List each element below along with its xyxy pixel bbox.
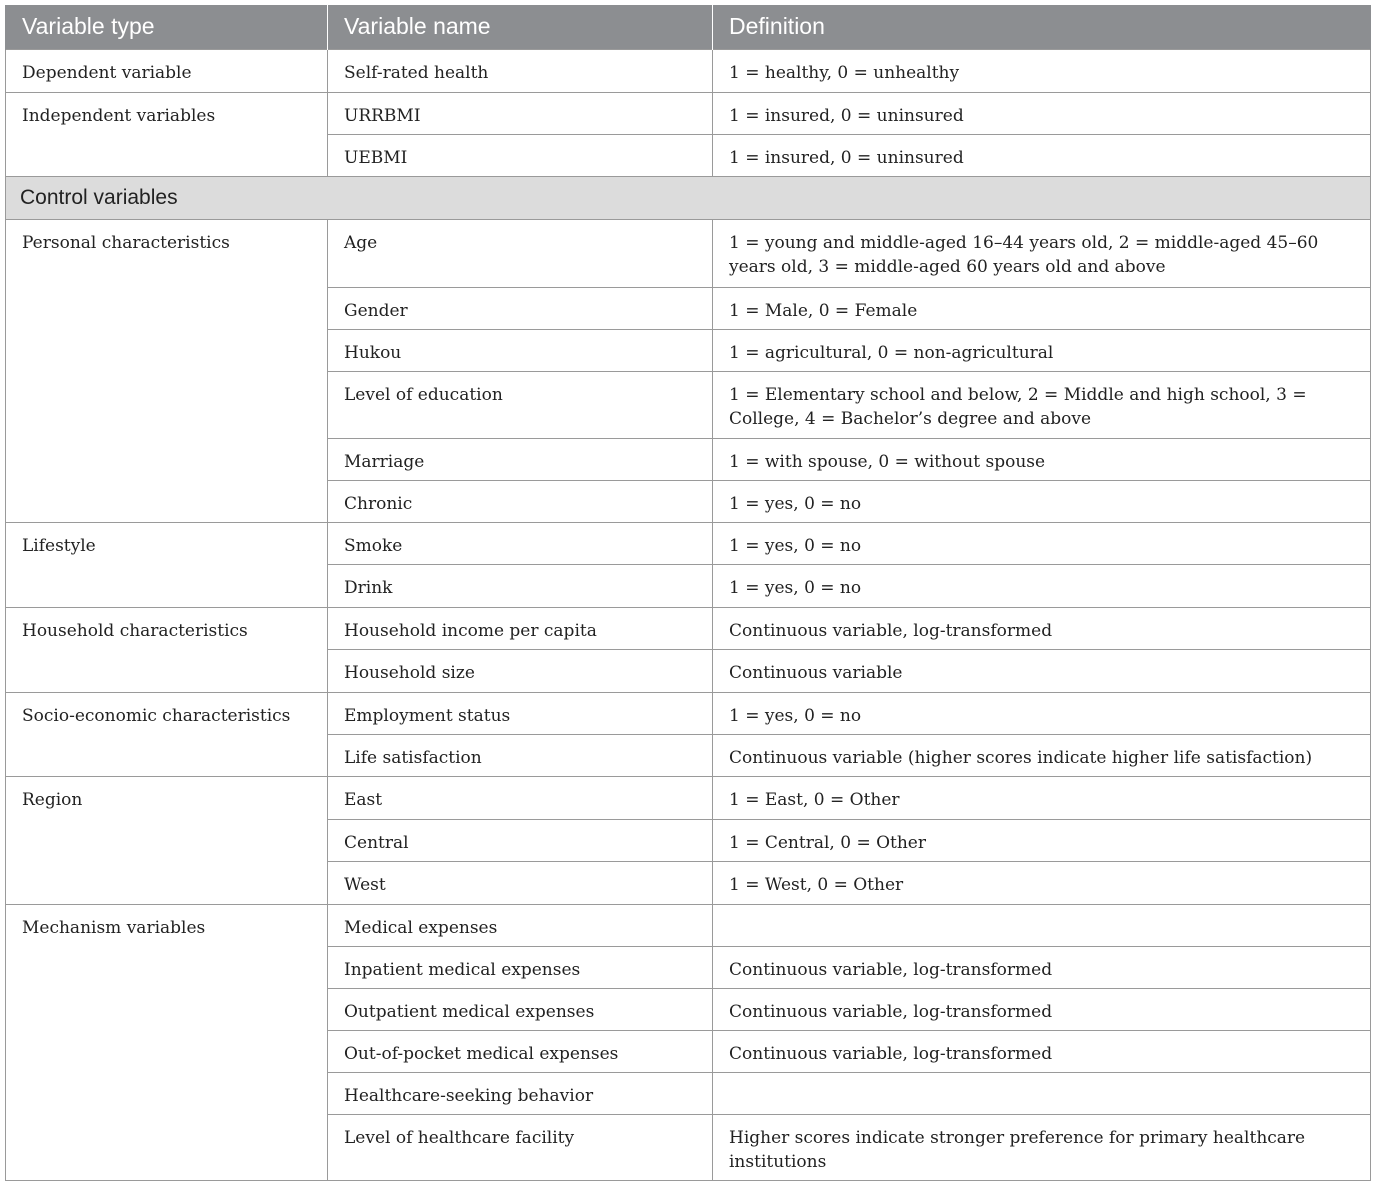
variable-name-cell: UEBMI — [328, 134, 713, 176]
variable-name-cell: Gender — [328, 287, 713, 329]
table-row — [6, 904, 1371, 946]
variable-name-cell: Employment status — [328, 692, 713, 734]
definition-cell: 1 = Male, 0 = Female — [713, 287, 1371, 329]
header-variable-name: Variable name — [328, 5, 713, 49]
definition-cell: Continuous variable, log-transformed — [713, 946, 1371, 988]
variable-name-cell: Smoke — [328, 522, 713, 564]
variable-type-cell: Mechanism variables — [6, 904, 328, 1180]
definition-cell: 1 = young and middle-aged 16–44 years old, 2 = middle-aged 45–60 years old, 3 = middle-aged 60 years old and above — [713, 219, 1371, 287]
definition-cell: Continuous variable — [713, 649, 1371, 692]
definition-cell: 1 = healthy, 0 = unhealthy — [713, 49, 1371, 92]
definition-cell: 1 = East, 0 = Other — [713, 776, 1371, 819]
table-row — [6, 692, 1371, 734]
variable-type-cell: Socio-economic characteristics — [6, 692, 328, 776]
section-row — [6, 176, 1371, 219]
table-row — [6, 607, 1371, 649]
variable-name-cell: Drink — [328, 564, 713, 607]
variable-type-cell: Region — [6, 776, 328, 904]
table-row — [6, 92, 1371, 134]
variable-name-cell: Central — [328, 819, 713, 861]
variable-name-cell: Out-of-pocket medical expenses — [328, 1030, 713, 1072]
variable-name-cell: Level of education — [328, 371, 713, 438]
variable-name-cell: Self-rated health — [328, 49, 713, 92]
definition-cell — [713, 1072, 1371, 1114]
definition-cell — [713, 904, 1371, 946]
variable-name-cell: West — [328, 861, 713, 904]
section-label: Control variables — [6, 176, 1371, 219]
variable-type-cell: Household characteristics — [6, 607, 328, 692]
definition-cell: Higher scores indicate stronger preference for primary healthcare institutions — [713, 1114, 1371, 1180]
definition-cell: 1 = agricultural, 0 = non-agricultural — [713, 329, 1371, 371]
variable-name-cell: Chronic — [328, 480, 713, 522]
definition-cell: 1 = yes, 0 = no — [713, 522, 1371, 564]
definition-cell: 1 = yes, 0 = no — [713, 564, 1371, 607]
definition-cell: 1 = with spouse, 0 = without spouse — [713, 438, 1371, 480]
variable-name-cell: Hukou — [328, 329, 713, 371]
variable-type-cell: Dependent variable — [6, 49, 328, 92]
table-row — [6, 776, 1371, 819]
variable-type-cell: Independent variables — [6, 92, 328, 176]
variable-name-cell: Medical expenses — [328, 904, 713, 946]
header-variable-type: Variable type — [6, 5, 328, 49]
variable-type-cell: Lifestyle — [6, 522, 328, 607]
definition-cell: 1 = insured, 0 = uninsured — [713, 134, 1371, 176]
definition-cell: Continuous variable, log-transformed — [713, 607, 1371, 649]
definition-cell: Continuous variable (higher scores indicate higher life satisfaction) — [713, 734, 1371, 776]
header-definition: Definition — [713, 5, 1371, 49]
table-row — [6, 522, 1371, 564]
variable-name-cell: Inpatient medical expenses — [328, 946, 713, 988]
table-row — [6, 219, 1371, 287]
definition-cell: 1 = Elementary school and below, 2 = Middle and high school, 3 = College, 4 = Bachelor’s degree and above — [713, 371, 1371, 438]
definition-cell: 1 = West, 0 = Other — [713, 861, 1371, 904]
definition-cell: 1 = yes, 0 = no — [713, 692, 1371, 734]
variable-name-cell: Life satisfaction — [328, 734, 713, 776]
header-row — [6, 5, 1371, 49]
variable-name-cell: Household income per capita — [328, 607, 713, 649]
variable-name-cell: Age — [328, 219, 713, 287]
variable-name-cell: East — [328, 776, 713, 819]
variable-name-cell: Household size — [328, 649, 713, 692]
table-row — [6, 49, 1371, 92]
definition-cell: Continuous variable, log-transformed — [713, 1030, 1371, 1072]
variable-name-cell: Healthcare-seeking behavior — [328, 1072, 713, 1114]
variable-name-cell: Level of healthcare facility — [328, 1114, 713, 1180]
variable-name-cell: Outpatient medical expenses — [328, 988, 713, 1030]
variable-type-cell: Personal characteristics — [6, 219, 328, 522]
definition-cell: Continuous variable, log-transformed — [713, 988, 1371, 1030]
definition-cell: 1 = insured, 0 = uninsured — [713, 92, 1371, 134]
variable-name-cell: Marriage — [328, 438, 713, 480]
definition-cell: 1 = Central, 0 = Other — [713, 819, 1371, 861]
definition-cell: 1 = yes, 0 = no — [713, 480, 1371, 522]
variables-table — [5, 5, 1371, 1181]
variable-name-cell: URRBMI — [328, 92, 713, 134]
table-body — [6, 49, 1371, 1180]
